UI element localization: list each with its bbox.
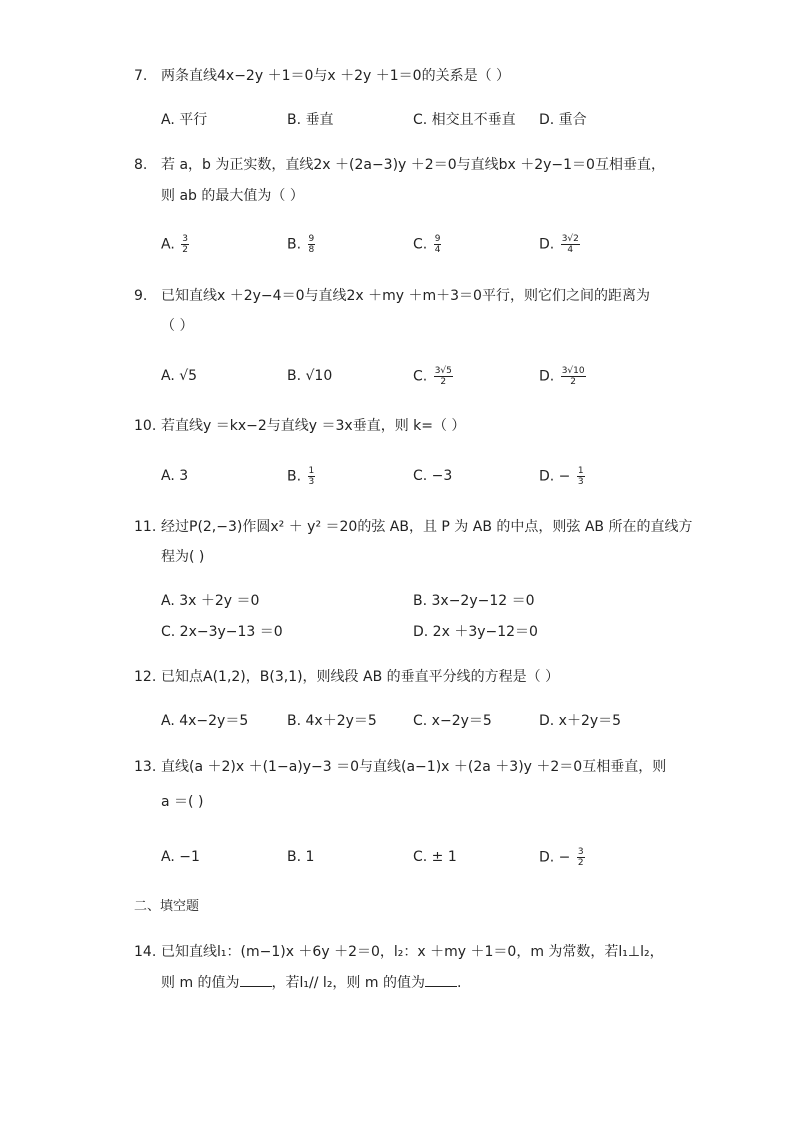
q8-option-b: B. $\frac{9}{8}$: [287, 234, 315, 255]
q7-option-a: A. 平行: [161, 112, 208, 128]
q11-option-a: A. 3x ＋2y ＝0: [161, 593, 260, 609]
q10-option-d: D. − $\frac{1}{3}$: [539, 466, 584, 487]
q11-option-b: B. 3x−2y−12 ＝0: [413, 593, 535, 609]
q10-option-c: C. −3: [413, 468, 453, 484]
q7-option-d: D. 重合: [539, 112, 587, 128]
q13-option-d: D. − $\frac{3}{2}$: [539, 847, 584, 868]
q13-stem-line1: 直线(a ＋2)x ＋(1−a)y−3 ＝0与直线(a−1)x ＋(2a ＋3)y ＋2＝0互相垂直，则: [161, 759, 667, 775]
q11-option-c: C. 2x−3y−13 ＝0: [161, 624, 283, 640]
fraction: $\frac{1}{3}$: [577, 466, 584, 487]
q8-stem-line2: 则 ab 的最大值为（ ）: [161, 188, 304, 204]
q9-stem-line1: 已知直线x ＋2y−4＝0与直线2x ＋my ＋m＋3＝0平行，则它们之间的距离为: [161, 288, 650, 304]
q8-option-d: D. $\frac{3√2}{4}$: [539, 234, 579, 255]
fraction: $\frac{3√2}{4}$: [561, 234, 579, 255]
q7-option-b: B. 垂直: [287, 112, 334, 128]
fraction: $\frac{3√10}{2}$: [561, 366, 585, 387]
fraction: $\frac{3}{2}$: [182, 234, 188, 255]
q12-option-c: C. x−2y＝5: [413, 713, 492, 729]
fraction: $\frac{3√5}{2}$: [434, 366, 452, 387]
q9-option-a: A. √5: [161, 368, 198, 384]
q12-stem: 已知点A(1,2)，B(3,1)，则线段 AB 的垂直平分线的方程是（ ）: [161, 669, 560, 685]
fraction: $\frac{1}{3}$: [308, 466, 315, 487]
q9-option-d: D. $\frac{3√10}{2}$: [539, 366, 585, 387]
q8-option-a: A. $\frac{3}{2}$: [161, 234, 188, 255]
q7-stem: 两条直线4x−2y ＋1＝0与x ＋2y ＋1＝0的关系是（ ）: [161, 68, 511, 84]
q7-option-c: C. 相交且不垂直: [413, 112, 516, 128]
q11-stem-line1: 经过P(2,−3)作圆x² ＋ y² ＝20的弦 AB，且 P 为 AB 的中点，则弦 AB 所在的直线方: [161, 519, 693, 535]
q9-option-c: C. $\frac{3√5}{2}$: [413, 366, 452, 387]
q14-number: 14.: [134, 944, 157, 960]
q12-number: 12.: [134, 669, 157, 685]
q9-stem-line2: （ ）: [161, 318, 194, 334]
q13-option-c: C. ± 1: [413, 849, 457, 865]
q12-option-b: B. 4x＋2y＝5: [287, 713, 377, 729]
q12-option-a: A. 4x−2y＝5: [161, 713, 249, 729]
section-heading: 二、填空题: [134, 899, 200, 914]
fraction: $\frac{3}{2}$: [577, 847, 584, 868]
q10-option-b: B. $\frac{1}{3}$: [287, 466, 315, 487]
q14-stem-line2: 则 m 的值为 ，若l₁// l₂，则 m 的值为 .: [161, 972, 461, 993]
q11-stem-line2: 程为( ): [161, 549, 205, 565]
q8-option-c: C. $\frac{9}{4}$: [413, 234, 441, 255]
q8-stem-line1: 若 a，b 为正实数，直线2x ＋(2a−3)y ＋2＝0与直线bx ＋2y−1＝0互相垂直，: [161, 157, 665, 173]
q7-number: 7.: [134, 68, 148, 84]
q13-option-a: A. −1: [161, 849, 200, 865]
fraction: $\frac{9}{4}$: [434, 234, 441, 255]
fraction: $\frac{9}{8}$: [308, 234, 315, 255]
q13-number: 13.: [134, 759, 157, 775]
answer-blank-1[interactable]: [240, 972, 272, 987]
q11-number: 11.: [134, 519, 157, 535]
q14-stem-line1: 已知直线l₁：(m−1)x ＋6y ＋2＝0，l₂：x ＋my ＋1＝0，m 为常数，若l₁⊥l₂，: [161, 944, 664, 960]
q10-stem: 若直线y ＝kx−2与直线y ＝3x垂直，则 k=（ ）: [161, 418, 466, 434]
q10-number: 10.: [134, 418, 157, 434]
q10-option-a: A. 3: [161, 468, 189, 484]
q9-option-b: B. √10: [287, 368, 333, 384]
q9-number: 9.: [134, 288, 148, 304]
q8-number: 8.: [134, 157, 148, 173]
answer-blank-2[interactable]: [425, 972, 457, 987]
q13-option-b: B. 1: [287, 849, 315, 865]
q12-option-d: D. x＋2y＝5: [539, 713, 622, 729]
q11-option-d: D. 2x ＋3y−12＝0: [413, 624, 538, 640]
q13-stem-line2: a ＝( ): [161, 794, 204, 810]
